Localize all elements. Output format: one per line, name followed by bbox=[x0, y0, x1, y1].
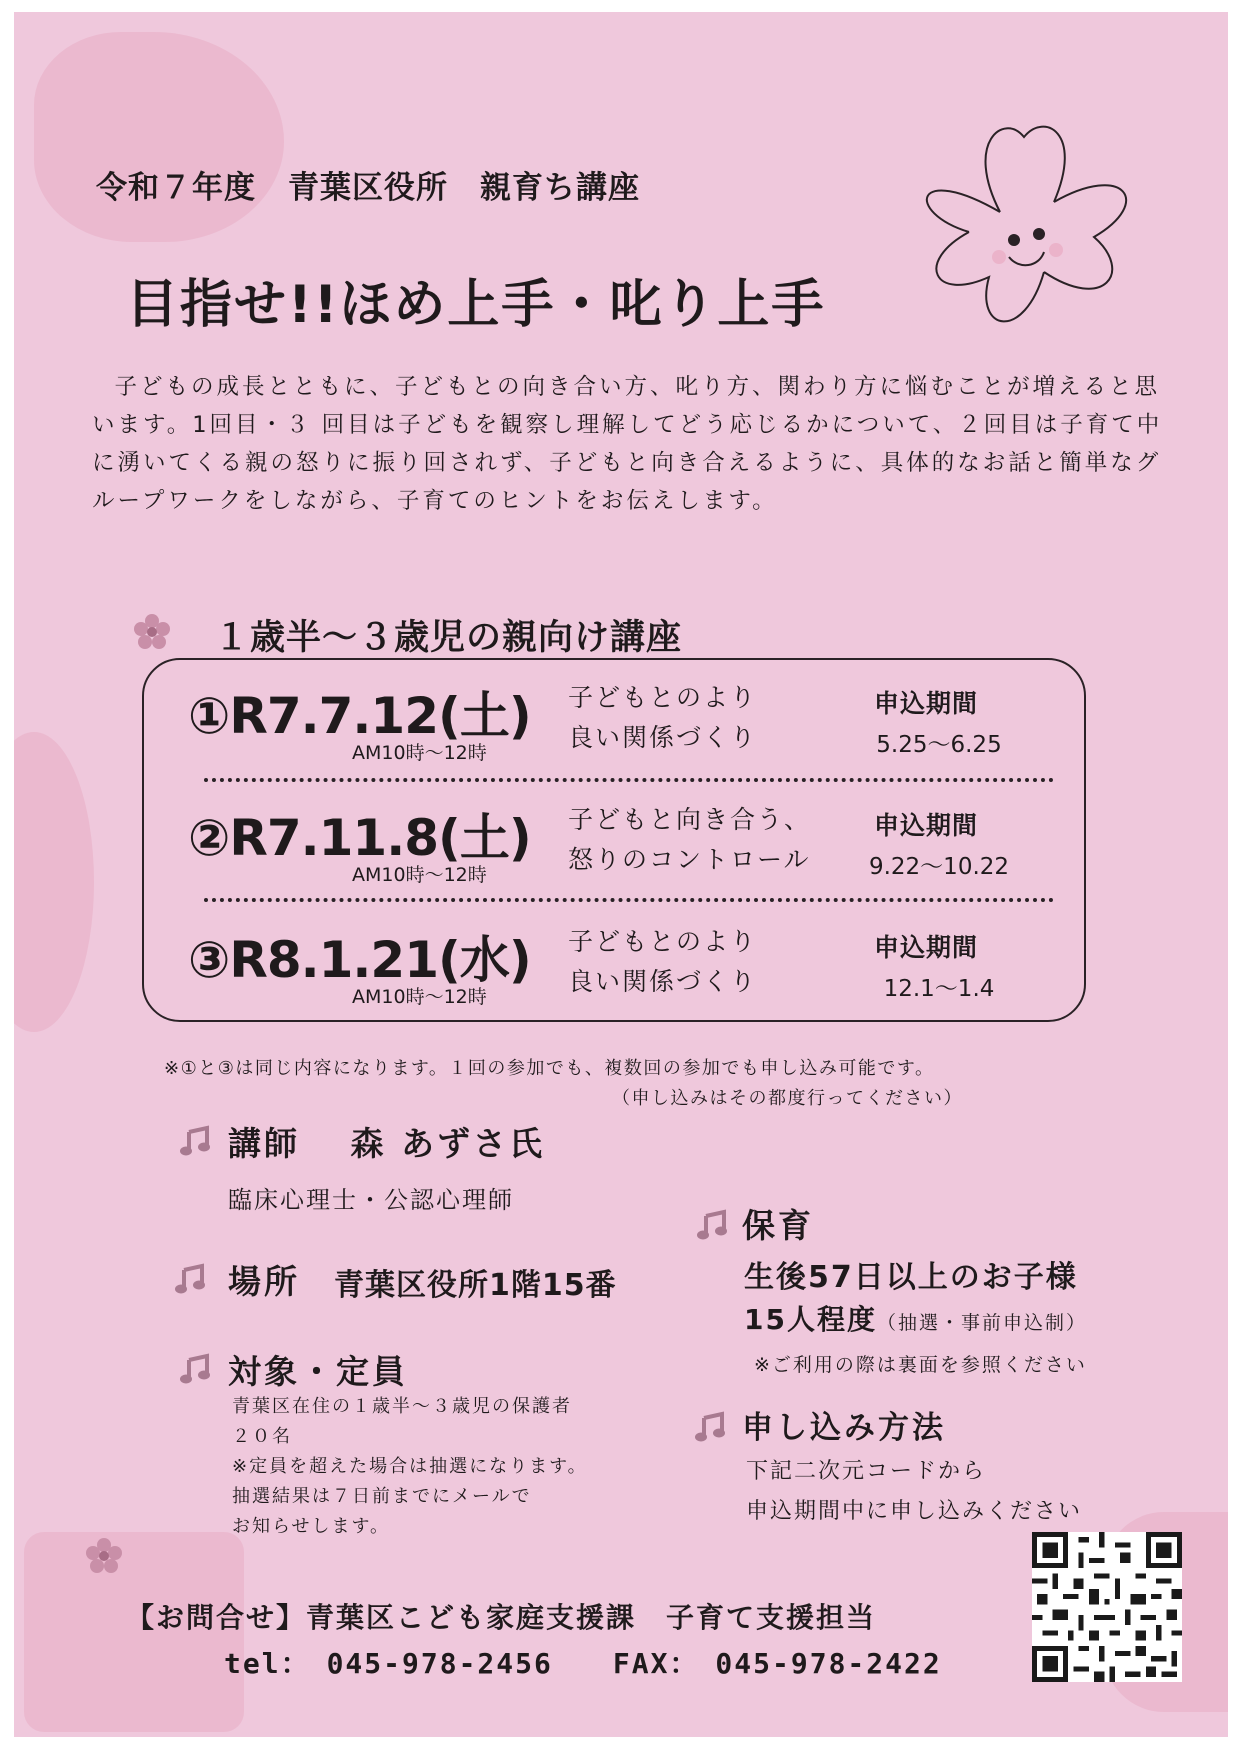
session-notes bbox=[164, 1054, 1124, 1114]
application-period: 12.1～1.4 bbox=[883, 976, 995, 1002]
childcare-age: 生後57日以上のお子様 bbox=[744, 1260, 1078, 1295]
venue-label: 場所 bbox=[228, 1262, 300, 1301]
intro-paragraph bbox=[92, 368, 1172, 520]
application-period: 9.22～10.22 bbox=[868, 854, 1010, 880]
application-period-label: 申込期間 bbox=[874, 811, 979, 840]
target-label: 対象・定員 bbox=[228, 1352, 408, 1391]
target-line: 青葉区在住の１歳半～３歳児の保護者 bbox=[232, 1396, 572, 1417]
contact-info: 【お問合せ】青葉区こども家庭支援課 子育て支援担当 bbox=[126, 1601, 877, 1634]
music-note-icon bbox=[696, 1208, 730, 1242]
session-date: ①R7.7.12(土) bbox=[188, 687, 531, 745]
session-topic: 子どもとのより 良い関係づくり bbox=[568, 927, 758, 996]
target-line: 抽選結果は７日前までにメールで bbox=[232, 1486, 532, 1507]
page-title: 目指せ!!ほめ上手・叱り上手 bbox=[126, 275, 826, 335]
intro-text: 子どもの成長とともに、子どもとの向き合い方、叱り方、関わり方に悩むことが増えると思います。1回目・３ 回目は子どもを観察し理解してどう応じるかについて、２回目は子育て中に湧いてくる親の怒りに振り回されず、子どもと向き合えるように、具体的なお話と簡単なグループワークをしながら、子育てのヒントをお伝えします。 bbox=[92, 374, 1163, 514]
music-note-icon bbox=[179, 1352, 213, 1386]
session-topic: 子どもと向き合う、 怒りのコントロール bbox=[568, 805, 812, 874]
contact-phone-fax: tel： 045-978-2456 FAX： 045-978-2422 bbox=[224, 1647, 942, 1680]
application-label: 申し込み方法 bbox=[742, 1410, 946, 1446]
childcare-capacity-note: （抽選・事前申込制） bbox=[876, 1312, 1087, 1334]
flyer-sheet bbox=[14, 12, 1228, 1737]
note-line: （申し込みはその都度行ってください） bbox=[612, 1088, 963, 1109]
note-line: ※①と③は同じ内容になります。１回の参加でも、複数回の参加でも申し込み可能です。 bbox=[164, 1058, 935, 1079]
session-time: AM10時～12時 bbox=[352, 864, 487, 886]
application-period-label: 申込期間 bbox=[874, 933, 979, 962]
flower-bullet-icon bbox=[132, 612, 172, 652]
course-heading: １歳半～３歳児の親向け講座 bbox=[214, 618, 683, 658]
session-time: AM10時～12時 bbox=[352, 742, 487, 764]
flower-bullet-icon bbox=[84, 1536, 124, 1576]
childcare-capacity bbox=[744, 1298, 1087, 1338]
page-subtitle: 令和７年度 青葉区役所 親育ち講座 bbox=[96, 170, 640, 206]
session-date: ②R7.11.8(土) bbox=[188, 809, 531, 867]
music-note-icon bbox=[174, 1262, 208, 1296]
childcare-capacity-value: 15人程度 bbox=[744, 1303, 877, 1336]
session-time: AM10時～12時 bbox=[352, 986, 487, 1008]
music-note-icon bbox=[179, 1124, 213, 1158]
application-period: 5.25～6.25 bbox=[876, 732, 1002, 758]
session-1 bbox=[144, 660, 1084, 772]
session-topic: 子どもとのより 良い関係づくり bbox=[568, 683, 758, 752]
venue-value: 青葉区役所1階15番 bbox=[334, 1268, 617, 1303]
qr-code-icon[interactable] bbox=[1032, 1532, 1182, 1682]
childcare-note: ※ご利用の際は裏面を参照ください bbox=[754, 1354, 1087, 1376]
decor-blob-left bbox=[14, 732, 94, 1032]
target-line: お知らせします。 bbox=[232, 1516, 391, 1537]
sessions-box bbox=[142, 658, 1086, 1022]
target-details bbox=[232, 1392, 588, 1542]
childcare-label: 保育 bbox=[742, 1206, 814, 1245]
target-line: ２０名 bbox=[232, 1426, 292, 1447]
session-divider bbox=[204, 898, 1054, 902]
application-line: 申込期間中に申し込みください bbox=[746, 1499, 1083, 1524]
session-3 bbox=[144, 904, 1084, 1016]
lecturer-credentials: 臨床心理士・公認心理師 bbox=[228, 1186, 514, 1214]
target-line: ※定員を超えた場合は抽選になります。 bbox=[232, 1456, 588, 1477]
application-line: 下記二次元コードから bbox=[746, 1459, 987, 1484]
music-note-icon bbox=[694, 1410, 728, 1444]
session-date: ③R8.1.21(水) bbox=[188, 931, 531, 989]
session-2 bbox=[144, 782, 1084, 894]
lecturer-label: 講師 森 あずさ氏 bbox=[228, 1124, 545, 1163]
application-period-label: 申込期間 bbox=[874, 689, 979, 718]
